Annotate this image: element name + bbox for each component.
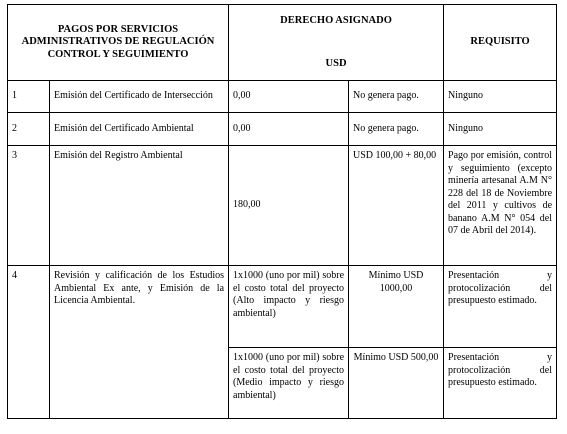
- row-number: 1: [8, 81, 50, 113]
- row-number: 2: [8, 113, 50, 146]
- basis-value: 1x1000 (uno por mil) sobre el costo total del proyecto (Medio impacto y riesgo ambiental): [229, 348, 349, 419]
- basis-value: 180,00: [229, 146, 349, 266]
- basis-value: 1x1000 (uno por mil) sobre el costo total del proyecto (Alto impacto y riesgo ambiental): [229, 266, 349, 348]
- amount-value: Mínimo USD 500,00: [349, 348, 444, 419]
- amount-value: Mínimo USD 1000,00: [349, 266, 444, 348]
- amount-value: No genera pago.: [349, 113, 444, 146]
- table-row: [8, 81, 557, 113]
- service-name: Revisión y calificación de los Estudios Ambiental Ex ante, y Emisión de la Licencia Ambiental.: [50, 266, 229, 419]
- header-requirement: REQUISITO: [444, 5, 557, 81]
- table-row: [8, 113, 557, 146]
- basis-value: 0,00: [229, 81, 349, 113]
- header-services: PAGOS POR SERVICIOS ADMINISTRATIVOS DE REGULACIÓN CONTROL Y SEGUIMIENTO: [8, 5, 229, 81]
- row-number: 3: [8, 146, 50, 266]
- fees-table: [7, 4, 557, 419]
- amount-value: USD 100,00 + 80,00: [349, 146, 444, 266]
- table-row: [8, 266, 557, 348]
- service-name: Emisión del Certificado de Intersección: [50, 81, 229, 113]
- requirement-text: Ninguno: [444, 113, 557, 146]
- requirement-text: Pago por emisión, control y seguimiento (excepto minería artesanal A.M N° 228 del 18 de Noviembre del 2011 y cultivos de banano A.M N° 054 del 07 de Abril del 2014).: [444, 146, 557, 266]
- header-usd: USD: [229, 49, 444, 81]
- requirement-text: Presentación y protocolización del presupuesto estimado.: [444, 348, 557, 419]
- service-name: Emisión del Registro Ambiental: [50, 146, 229, 266]
- amount-value: No genera pago.: [349, 81, 444, 113]
- row-number: 4: [8, 266, 50, 419]
- header-assigned-right: DERECHO ASIGNADO: [229, 5, 444, 49]
- requirement-text: Ninguno: [444, 81, 557, 113]
- table-row: [8, 146, 557, 266]
- service-name: Emisión del Certificado Ambiental: [50, 113, 229, 146]
- basis-value: 0,00: [229, 113, 349, 146]
- requirement-text: Presentación y protocolización del presupuesto estimado.: [444, 266, 557, 348]
